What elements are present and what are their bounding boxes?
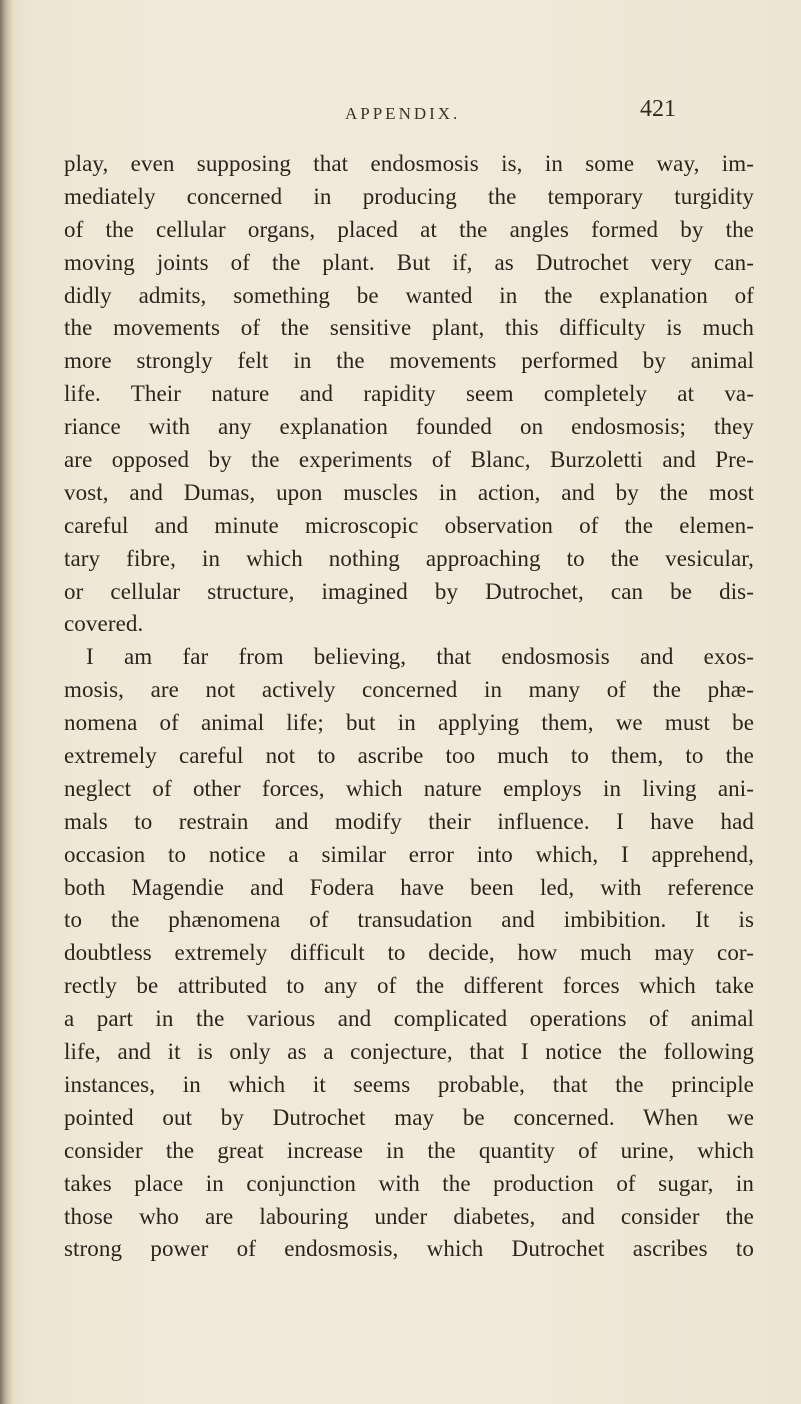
text-line: extremely careful not to ascribe too much to them, to the xyxy=(64,743,754,769)
text-line: play, even supposing that endosmosis is, in some way, im- xyxy=(64,151,754,176)
text-line: consider the great increase in the quantity of urine, which xyxy=(64,1137,754,1163)
text-line: pointed out by Dutrochet may be concerned. When we xyxy=(64,1104,754,1130)
text-line: both Magendie and Fodera have been led, with reference xyxy=(64,874,754,900)
text-line: strong power of endosmosis, which Dutrochet ascribes to xyxy=(64,1236,754,1262)
text-line: didly admits, something be wanted in the explanation of xyxy=(64,282,754,308)
text-line: those who are labouring under diabetes, and consider the xyxy=(64,1203,754,1229)
page-number: 421 xyxy=(640,96,676,122)
text-line: occasion to notice a similar error into which, I apprehend, xyxy=(64,841,754,867)
text-line: nomena of animal life; but in applying them, we must be xyxy=(64,710,754,736)
text-line: neglect of other forces, which nature employs in living ani- xyxy=(64,775,754,801)
text-line: or cellular structure, imagined by Dutrochet, can be dis- xyxy=(64,578,754,604)
text-line: I am far from believing, that endosmosis and exos- xyxy=(86,644,754,670)
text-line: tary fibre, in which nothing approaching to the vesicular, xyxy=(64,545,754,571)
text-line: mediately concerned in producing the temporary turgidity xyxy=(64,183,754,209)
text-line: mals to restrain and modify their influence. I have had xyxy=(64,808,754,834)
text-line: moving joints of the plant. But if, as Dutrochet very can- xyxy=(64,249,754,275)
paragraph-1 xyxy=(64,148,754,641)
text-line: doubtless extremely difficult to decide, how much may cor- xyxy=(64,940,754,966)
text-line: of the cellular organs, placed at the angles formed by the xyxy=(64,216,754,242)
text-line: riance with any explanation founded on endosmosis; they xyxy=(64,414,754,440)
text-line: a part in the various and complicated operations of animal xyxy=(64,1006,754,1032)
text-line: the movements of the sensitive plant, this difficulty is much xyxy=(64,315,754,341)
body-text xyxy=(64,148,754,1266)
paragraph-2 xyxy=(64,641,754,1266)
page-header xyxy=(0,96,801,136)
text-line: more strongly felt in the movements performed by animal xyxy=(64,348,754,374)
text-line: life, and it is only as a conjecture, that I notice the following xyxy=(64,1039,754,1065)
text-line: covered. xyxy=(64,611,144,637)
text-line: instances, in which it seems probable, that the principle xyxy=(64,1071,754,1097)
text-line: careful and minute microscopic observation of the elemen- xyxy=(64,512,754,538)
text-line: mosis, are not actively concerned in many of the phæ- xyxy=(64,677,754,703)
text-line: vost, and Dumas, upon muscles in action, and by the most xyxy=(64,479,754,505)
text-line: rectly be attributed to any of the different forces which take xyxy=(64,973,754,999)
running-head: APPENDIX. xyxy=(345,104,461,123)
text-line: to the phænomena of transudation and imbibition. It is xyxy=(64,907,754,933)
page-binding-edge xyxy=(0,0,14,1404)
text-line: are opposed by the experiments of Blanc, Burzoletti and Pre- xyxy=(64,447,754,473)
text-line: life. Their nature and rapidity seem completely at va- xyxy=(64,381,754,407)
text-line: takes place in conjunction with the production of sugar, in xyxy=(64,1170,754,1196)
